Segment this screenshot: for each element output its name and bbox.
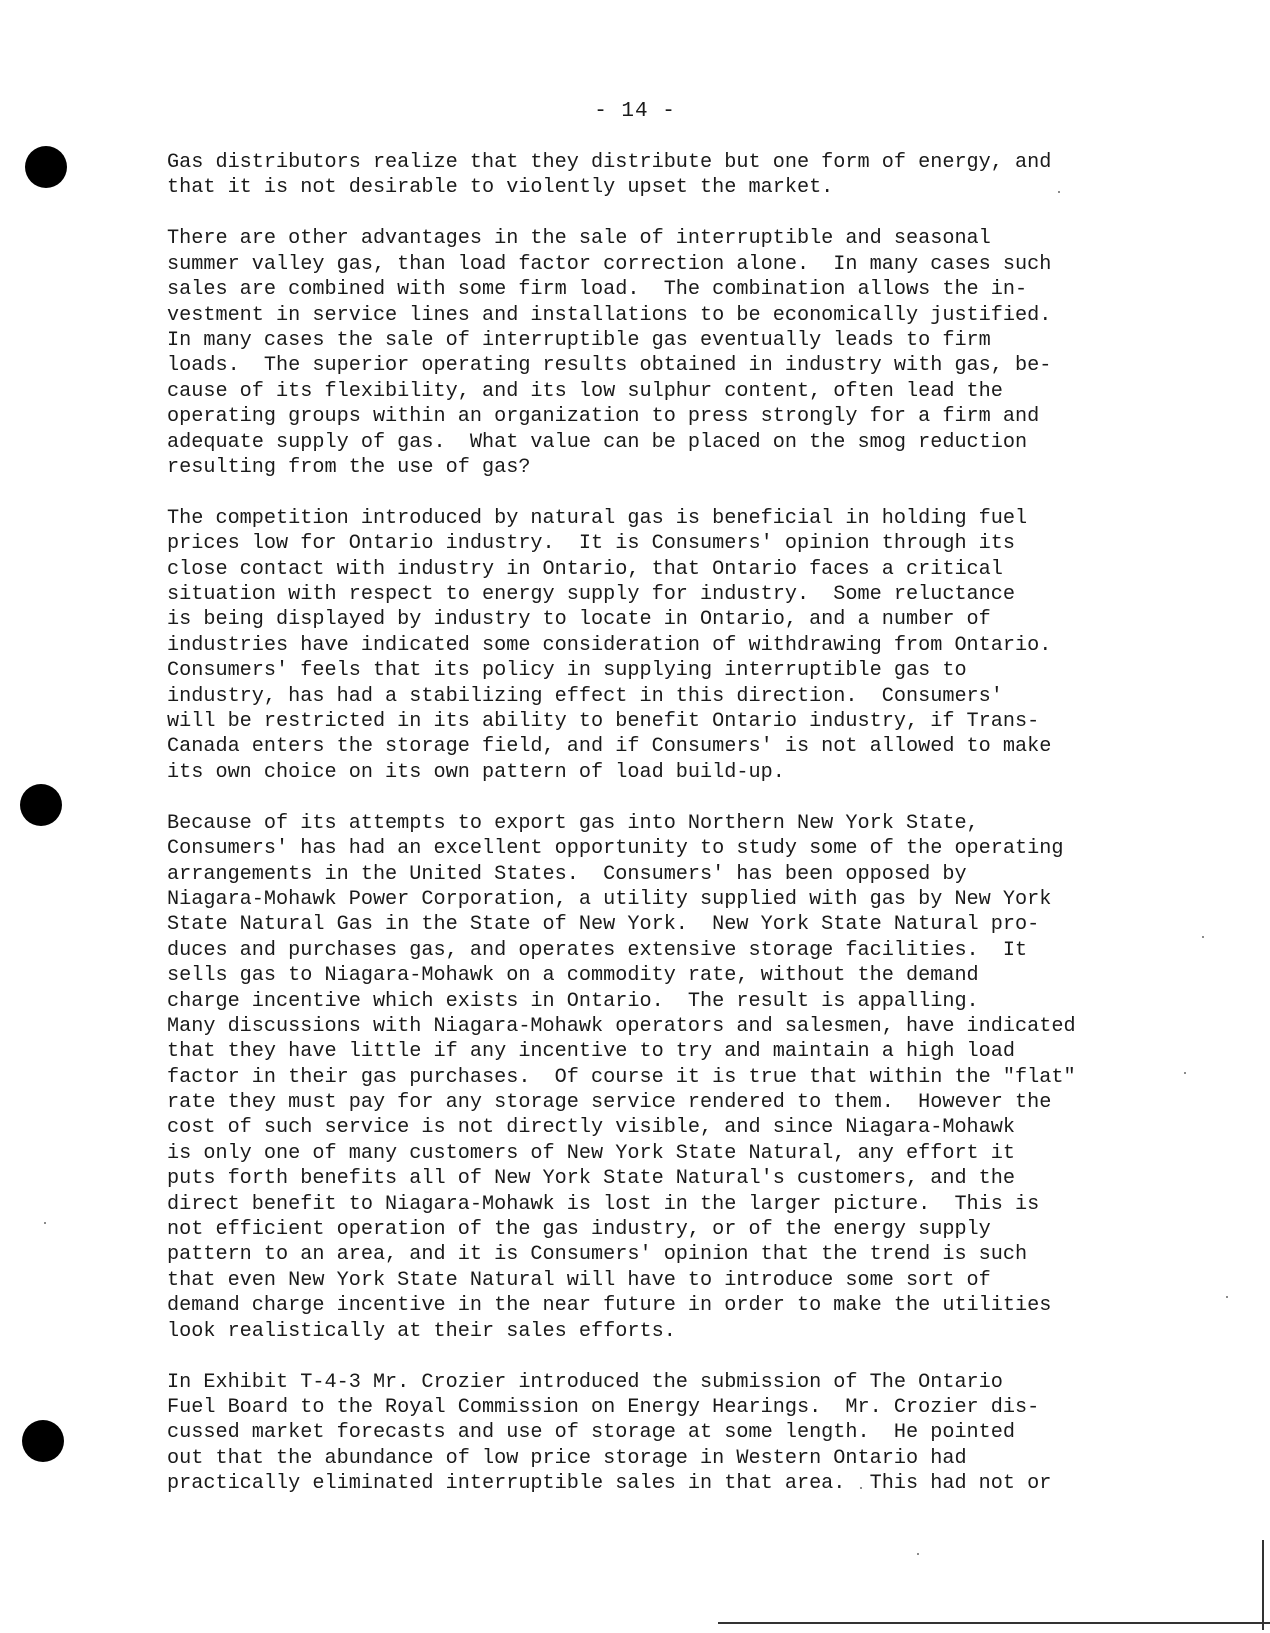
text-line: In Exhibit T-4-3 Mr. Crozier introduced the submission of The Ontario [167, 1370, 1003, 1394]
paragraph [167, 226, 1257, 480]
text-line: industries have indicated some consideration of withdrawing from Ontario. [167, 633, 1052, 657]
text-line: close contact with industry in Ontario, that Ontario faces a critical [167, 557, 1003, 581]
text-line: cussed market forecasts and use of storage at some length. He pointed [167, 1421, 1016, 1445]
punch-hole-top [25, 146, 67, 188]
scan-speck [44, 1222, 46, 1224]
text-line: prices low for Ontario industry. It is Consumers' opinion through its [167, 532, 1016, 556]
text-line: cost of such service is not directly visible, and since Niagara-Mohawk [167, 1116, 1016, 1140]
text-line: duces and purchases gas, and operates extensive storage facilities. It [167, 938, 1028, 962]
text-line: Because of its attempts to export gas into Northern New York State, [167, 811, 979, 835]
text-line: its own choice on its own pattern of load build-up. [167, 760, 785, 784]
text-line: cause of its flexibility, and its low sulphur content, often lead the [167, 379, 1003, 403]
text-line: loads. The superior operating results obtained in industry with gas, be- [167, 354, 1052, 378]
text-line: factor in their gas purchases. Of course it is true that within the "flat" [167, 1065, 1076, 1089]
text-line: that they have little if any incentive to try and maintain a high load [167, 1040, 1016, 1064]
punch-hole-bottom [22, 1420, 64, 1462]
scan-edge-line [1262, 1540, 1264, 1630]
text-line: State Natural Gas in the State of New York. New York State Natural pro- [167, 913, 1040, 937]
text-line: not efficient operation of the gas industry, or of the energy supply [167, 1218, 991, 1242]
text-line: direct benefit to Niagara-Mohawk is lost in the larger picture. This is [167, 1192, 1040, 1216]
scan-edge-line [718, 1622, 1270, 1624]
text-line: operating groups within an organization to press strongly for a firm and [167, 405, 1040, 429]
text-line: situation with respect to energy supply for industry. Some reluctance [167, 583, 1016, 607]
paragraph [167, 811, 1257, 1344]
text-line: look realistically at their sales efforts. [167, 1319, 676, 1343]
punch-hole-middle [20, 784, 62, 826]
text-line: is only one of many customers of New York State Natural, any effort it [167, 1141, 1016, 1165]
text-line: out that the abundance of low price storage in Western Ontario had [167, 1446, 967, 1470]
text-line: summer valley gas, than load factor correction alone. In many cases such [167, 252, 1052, 276]
body-text [167, 150, 1257, 1522]
text-line: pattern to an area, and it is Consumers' opinion that the trend is such [167, 1243, 1028, 1267]
text-line: is being displayed by industry to locate in Ontario, and a number of [167, 608, 991, 632]
text-line: will be restricted in its ability to benefit Ontario industry, if Trans- [167, 710, 1040, 733]
text-line: Consumers' feels that its policy in supplying interruptible gas to [167, 659, 967, 683]
text-line: Fuel Board to the Royal Commission on Energy Hearings. Mr. Crozier dis- [167, 1395, 1040, 1419]
text-line: adequate supply of gas. What value can be placed on the smog reduction [167, 430, 1028, 454]
text-line: industry, has had a stabilizing effect in this direction. Consumers' [167, 684, 1003, 708]
text-line: arrangements in the United States. Consumers' has been opposed by [167, 862, 967, 886]
text-line: charge incentive which exists in Ontario. The result is appalling. [167, 989, 979, 1013]
text-line: There are other advantages in the sale of interruptible and seasonal [167, 227, 991, 251]
text-line: Gas distributors realize that they distribute but one form of energy, and [167, 151, 1052, 174]
text-line: practically eliminated interruptible sales in that area. This had not or [167, 1472, 1052, 1496]
text-line: rate they must pay for any storage service rendered to them. However the [167, 1091, 1052, 1115]
text-line: resulting from the use of gas? [167, 455, 531, 479]
text-line: Many discussions with Niagara-Mohawk operators and salesmen, have indicated [167, 1014, 1076, 1038]
text-line: sells gas to Niagara-Mohawk on a commodity rate, without the demand [167, 964, 979, 988]
text-line: Consumers' has had an excellent opportunity to study some of the operating [167, 837, 1064, 861]
scan-speck [917, 1553, 919, 1555]
text-line: that even New York State Natural will have to introduce some sort of [167, 1268, 991, 1292]
text-line: puts forth benefits all of New York State Natural's customers, and the [167, 1167, 1016, 1191]
text-line: In many cases the sale of interruptible gas eventually leads to firm [167, 328, 991, 352]
text-line: vestment in service lines and installations to be economically justified. [167, 303, 1052, 327]
page-number: - 14 - [594, 100, 676, 123]
text-line: demand charge incentive in the near future in order to make the utilities [167, 1294, 1052, 1318]
paragraph [167, 150, 1257, 201]
text-line: sales are combined with some firm load. The combination allows the in- [167, 278, 1028, 302]
text-line: that it is not desirable to violently upset the market. [167, 176, 834, 200]
paragraph [167, 506, 1257, 785]
text-line: Canada enters the storage field, and if Consumers' is not allowed to make [167, 735, 1052, 759]
text-line: The competition introduced by natural gas is beneficial in holding fuel [167, 506, 1028, 530]
text-line: Niagara-Mohawk Power Corporation, a utility supplied with gas by New York [167, 887, 1052, 911]
paragraph [167, 1370, 1257, 1497]
